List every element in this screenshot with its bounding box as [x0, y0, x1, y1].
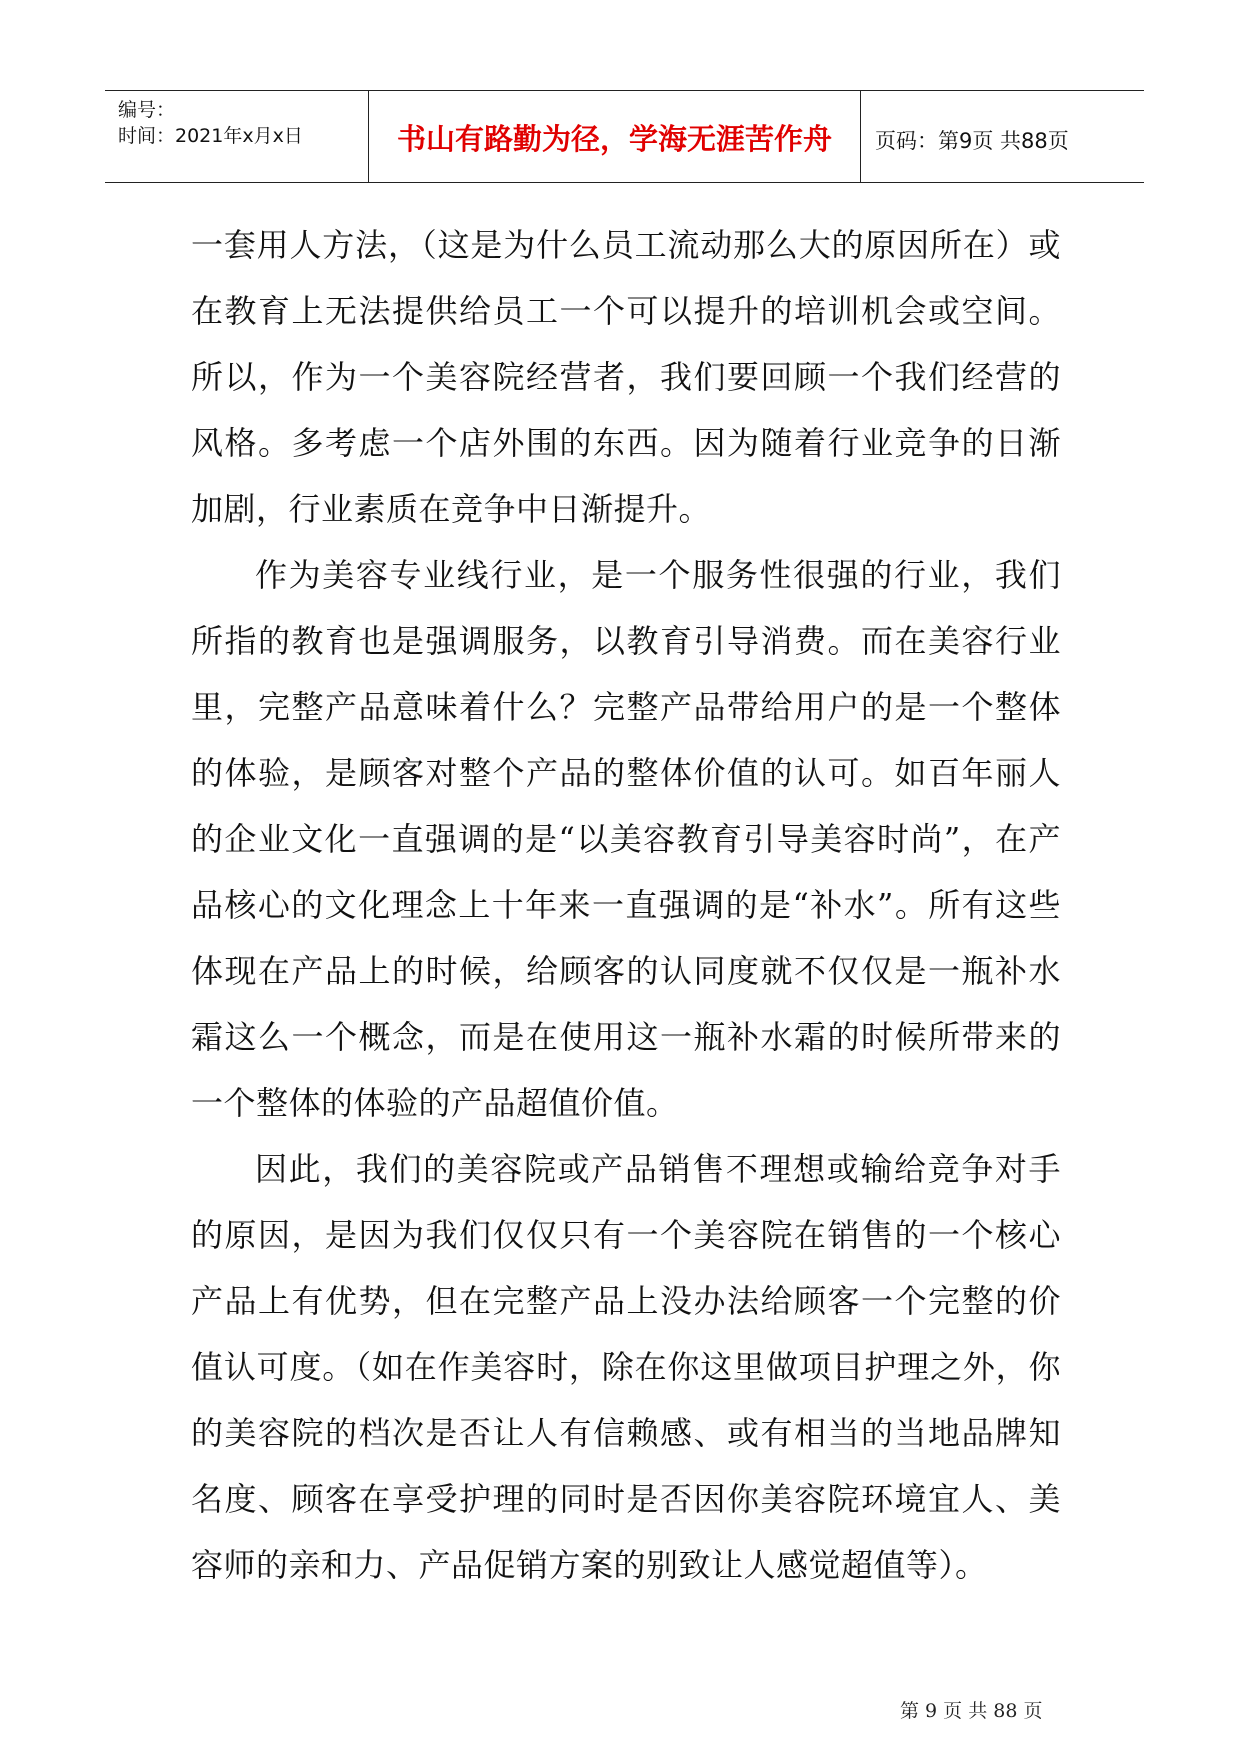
header-page-cell — [861, 91, 1144, 182]
document-number-label: 编号： — [118, 99, 176, 121]
header-motto: 书山有路勤为径，学海无涯苦作舟 — [396, 122, 832, 156]
document-body — [191, 212, 1061, 1598]
paragraph-1: 一套用人方法，（这是为什么员工流动那么大的原因所在）或在教育上无法提供给员工一个可以提升的培训机会或空间。所以，作为一个美容院经营者，我们要回顾一个我们经营的风格。多考虑一个店外围的东西。因为随着行业竞争的日渐加剧，行业素质在竞争中日渐提升。 — [191, 226, 1061, 528]
header-motto-cell — [369, 91, 861, 182]
header-meta-cell — [105, 91, 369, 182]
page-footer: 第 9 页 共 88 页 — [900, 1700, 1043, 1722]
document-time-label: 时间：2021年x月x日 — [118, 125, 303, 147]
paragraph-3: 因此，我们的美容院或产品销售不理想或输给竞争对手的原因，是因为我们仅仅只有一个美容院在销售的一个核心产品上有优势，但在完整产品上没办法给顾客一个完整的价值认可度。（如在作美容时，除在你这里做项目护理之外，你的美容院的档次是否让人有信赖感、或有相当的当地品牌知名度、顾客在享受护理的同时是否因你美容院环境宜人、美容师的亲和力、产品促销方案的别致让人感觉超值等）。 — [191, 1150, 1061, 1584]
header-page-info: 页码：第9页 共88页 — [875, 129, 1069, 153]
paragraph-2: 作为美容专业线行业，是一个服务性很强的行业，我们所指的教育也是强调服务，以教育引导消费。而在美容行业里，完整产品意味着什么？完整产品带给用户的是一个整体的体验，是顾客对整个产品的整体价值的认可。如百年丽人的企业文化一直强调的是“以美容教育引导美容时尚”，在产品核心的文化理念上十年来一直强调的是“补水”。所有这些体现在产品上的时候，给顾客的认同度就不仅仅是一瓶补水霜这么一个概念，而是在使用这一瓶补水霜的时候所带来的一个整体的体验的产品超值价值。 — [191, 556, 1061, 1122]
page-header — [105, 90, 1144, 183]
